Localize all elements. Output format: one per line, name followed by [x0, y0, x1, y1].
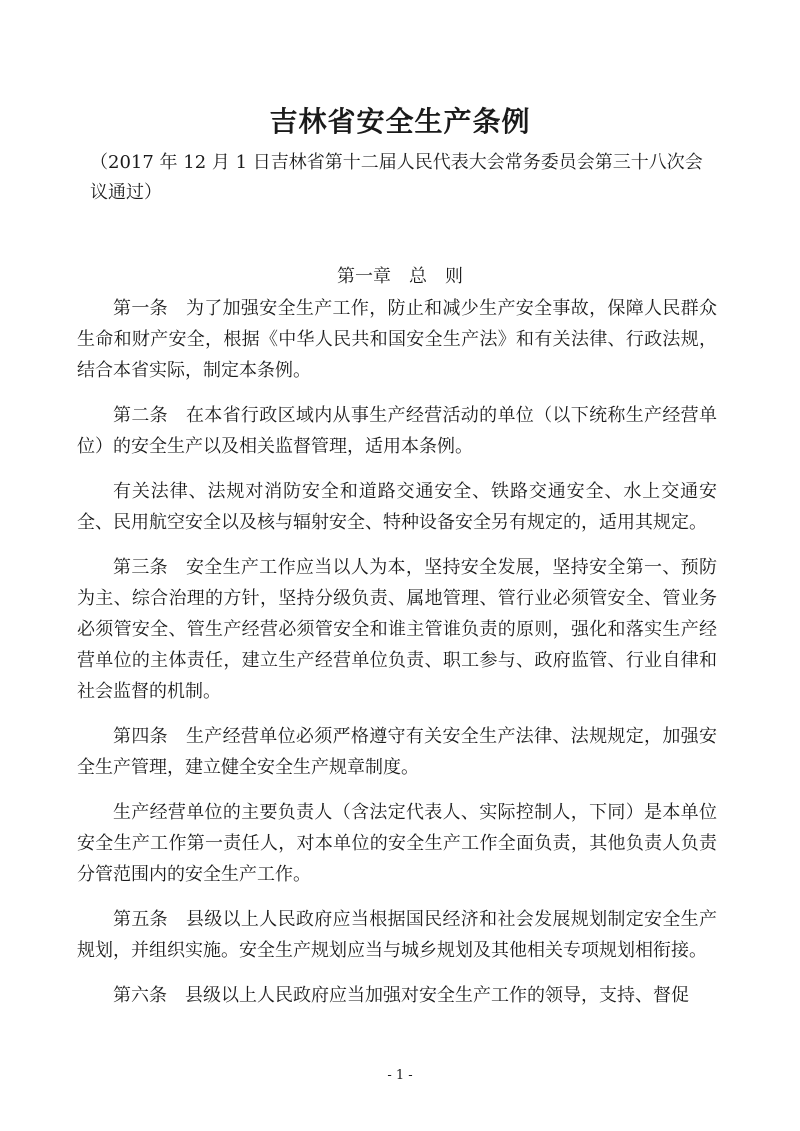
chapter-heading: 第一章 总 则: [337, 266, 463, 287]
article-label: 第四条: [113, 726, 168, 747]
document-title: 吉林省安全生产条例: [269, 105, 531, 138]
paragraph-text: 生产经营单位的主要负责人（含法定代表人、实际控制人，下同）是本单位安全生产工作第一责任人，对本单位的安全生产工作全面负责，其他负责人负责分管范围内的安全生产工作。: [77, 802, 717, 885]
paragraph-text: 为了加强安全生产工作，防止和减少生产安全事故，保障人民群众生命和财产安全，根据《中华人民共和国安全生产法》和有关法律、行政法规，结合本省实际，制定本条例。: [77, 298, 717, 381]
article-label: 第五条: [113, 909, 168, 930]
paragraph-article-6: [77, 980, 717, 1011]
paragraph-article-2: [77, 400, 717, 462]
article-label: 第六条: [113, 985, 167, 1006]
paragraph-article-4-clause-2: [77, 797, 717, 890]
paragraph-text: 生产经营单位必须严格遵守有关安全生产法律、法规规定，加强安全生产管理，建立健全安全生产规章制度。: [77, 726, 717, 778]
paragraph-text: 在本省行政区域内从事生产经营活动的单位（以下统称生产经营单位）的安全生产以及相关监督管理，适用本条例。: [77, 405, 717, 457]
article-label: 第三条: [113, 557, 168, 578]
paragraph-article-4: [77, 721, 717, 783]
document-body: [77, 293, 717, 1025]
document-subtitle: （2017 年 12 月 1 日吉林省第十二届人民代表大会常务委员会第三十八次会议通过）: [90, 152, 703, 203]
paragraph-article-2-clause-2: [77, 476, 717, 538]
paragraph-article-1: [77, 293, 717, 386]
paragraph-text: 安全生产工作应当以人为本，坚持安全发展，坚持安全第一、预防为主、综合治理的方针，坚持分级负责、属地管理、管行业必须管安全、管业务必须管安全、管生产经营必须管安全和谁主管谁负责的原则，强化和落实生产经营单位的主体责任，建立生产经营单位负责、职工参与、政府监管、行业自律和社会监督的机制。: [77, 557, 717, 702]
paragraph-text: 有关法律、法规对消防安全和道路交通安全、铁路交通安全、水上交通安全、民用航空安全以及核与辐射安全、特种设备安全另有规定的，适用其规定。: [77, 481, 717, 533]
article-label: 第一条: [113, 298, 168, 319]
paragraph-text: 县级以上人民政府应当根据国民经济和社会发展规划制定安全生产规划，并组织实施。安全生产规划应当与城乡规划及其他相关专项规划相衔接。: [77, 909, 717, 961]
paragraph-text: 县级以上人民政府应当加强对安全生产工作的领导，支持、督促: [185, 985, 689, 1006]
page-number: - 1 -: [387, 1068, 413, 1083]
article-label: 第二条: [113, 405, 168, 426]
paragraph-article-5: [77, 904, 717, 966]
paragraph-article-3: [77, 552, 717, 707]
